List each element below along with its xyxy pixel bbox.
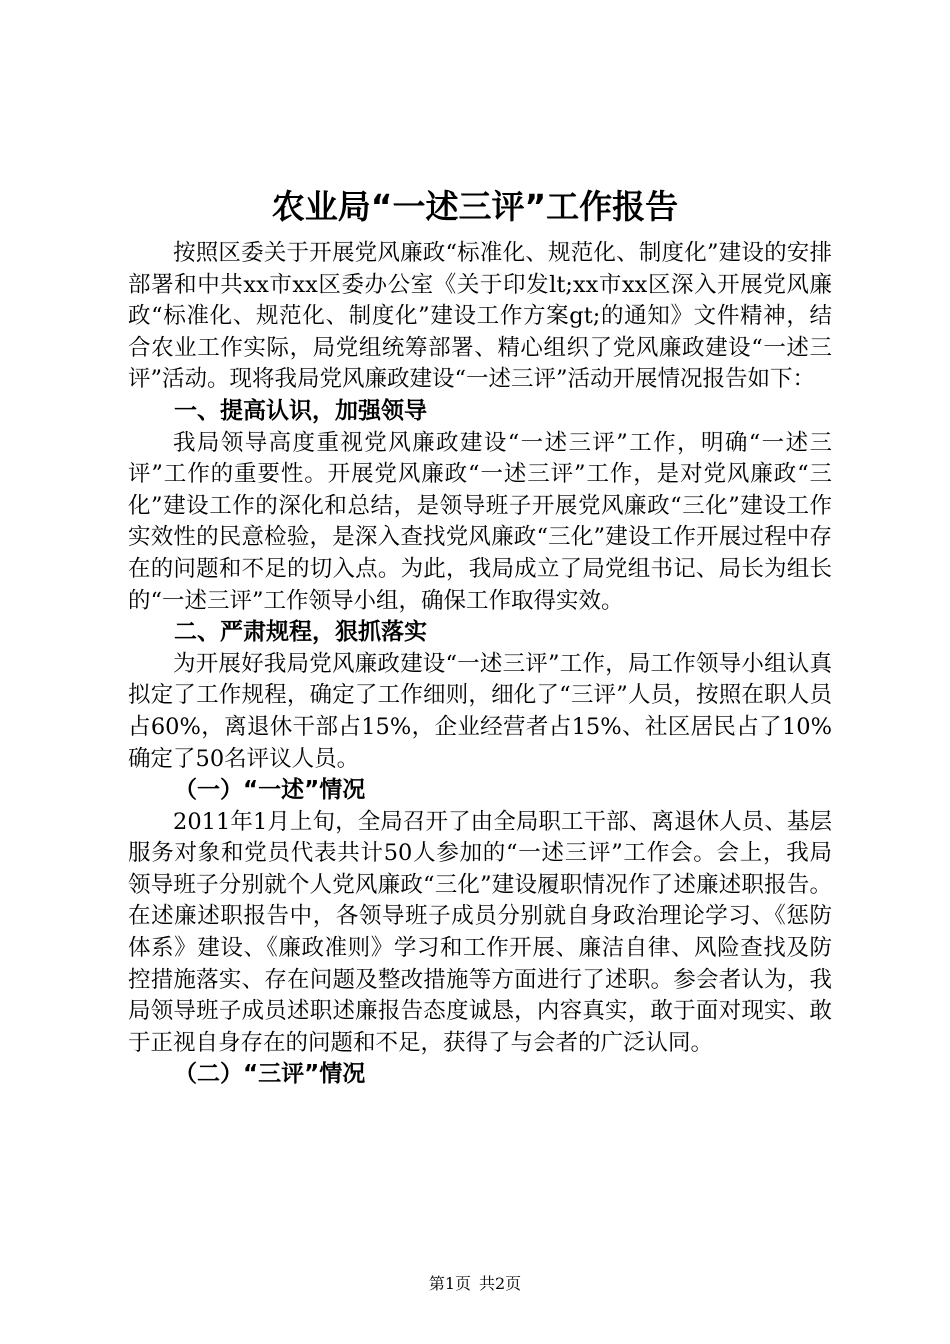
subsection-heading-1: （一）“一述”情况 [174,777,366,804]
document-body [128,238,832,1091]
section-paragraph-1: 我局领导高度重视党风廉政建设“一述三评”工作，明确“一述三评”工作的重要性。开展党风廉政“一述三评”工作，是对党风廉政“三化”建设工作的深化和总结，是领导班子开展党风廉政“三化”建设工作实效性的民意检验，是深入查找党风廉政“三化”建设工作开展过程中存在的问题和不足的切入点。为此，我局成立了局党组书记、局长为组长的“一述三评”工作领导小组，确保工作取得实效。 [128,429,832,614]
section-heading-2: 二、严肃规程，狠抓落实 [174,619,427,646]
section-heading-1: 一、提高认识，加强领导 [174,397,427,424]
page-total: 共2页 [479,1274,522,1293]
section-paragraph-2: 为开展好我局党风廉政建设“一述三评”工作，局工作领导小组认真拟定了工作规程，确定了工作细则，细化了“三评”人员，按照在职人员占60%，离退休干部占15%，企业经营者占15%、社区居民占了10%确定了50名评议人员。 [128,650,832,772]
page-number: 第1页 [428,1274,471,1293]
subsection-heading-2: （二）“三评”情况 [174,1061,366,1088]
intro-paragraph: 按照区委关于开展党风廉政“标准化、规范化、制度化”建设的安排部署和中共xx市xx区委办公室《关于印发lt;xx市xx区深入开展党风廉政“标准化、规范化、制度化”建设工作方案gt;的通知》文件精神，结合农业工作实际，局党组统筹部署、精心组织了党风廉政建设“一述三评”活动。现将我局党风廉政建设“一述三评”活动开展情况报告如下： [128,240,832,393]
subsection-paragraph-1: 2011年1月上旬，全局召开了由全局职工干部、离退休人员、基层服务对象和党员代表共计50人参加的“一述三评”工作会。会上，我局领导班子分别就个人党风廉政“三化”建设履职情况作了述廉述职报告。在述廉述职报告中，各领导班子成员分别就自身政治理论学习、《惩防体系》建设、《廉政准则》学习和工作开展、廉洁自律、风险查找及防控措施落实、存在问题及整改措施等方面进行了述职。参会者认为，我局领导班子成员述职述廉报告态度诚恳，内容真实，敢于面对现实、敢于正视自身存在的问题和不足，获得了与会者的广泛认同。 [128,808,832,1056]
page-footer [0,1274,950,1294]
document-title: 农业局“一述三评”工作报告 [271,187,679,226]
